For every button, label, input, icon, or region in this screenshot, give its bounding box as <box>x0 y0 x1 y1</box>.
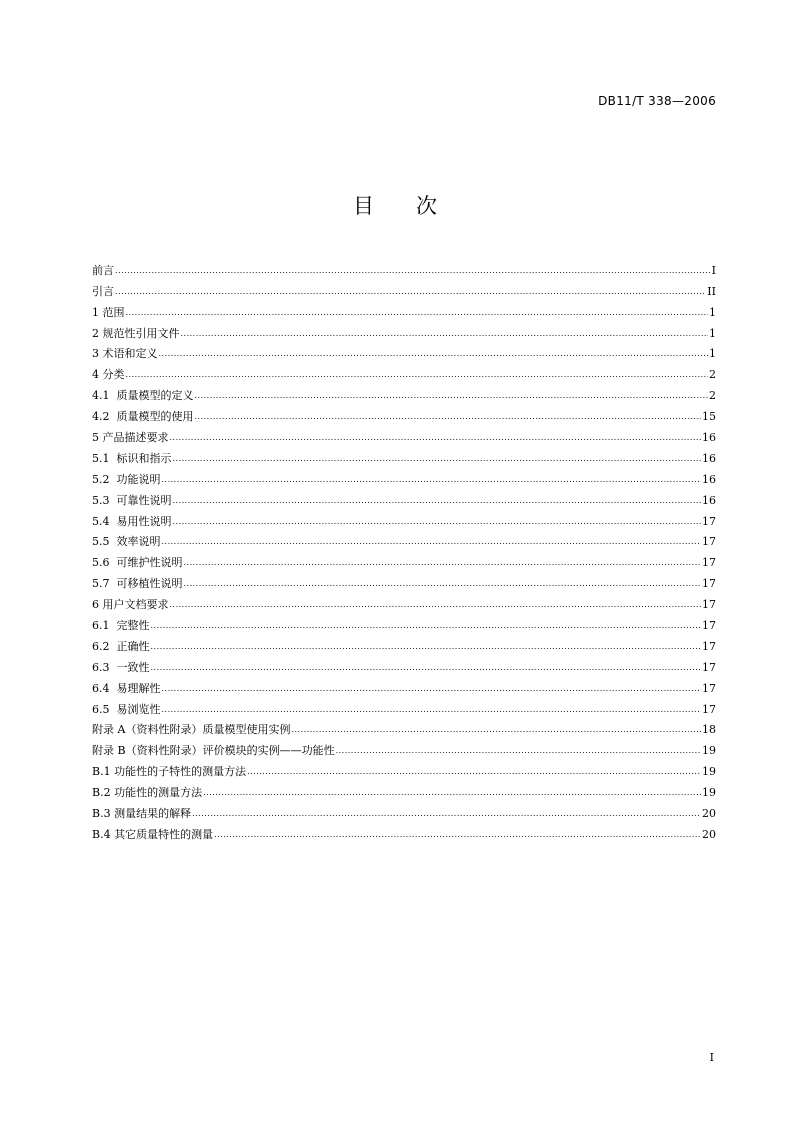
toc-entry-page: 15 <box>702 410 716 424</box>
toc-entry[interactable] <box>92 487 716 508</box>
toc-entry-page: 19 <box>702 744 716 758</box>
toc-leader-dots <box>115 264 711 278</box>
toc-entry-page: 17 <box>702 681 716 695</box>
toc-entry[interactable] <box>92 717 716 738</box>
toc-entry-label: 附录 B（资料性附录）评价模块的实例——功能性 <box>92 744 335 758</box>
toc-entry-label: 4 分类 <box>92 368 125 382</box>
toc-entry-label: 4.2 质量模型的使用 <box>92 410 194 424</box>
toc-entry-label: B.4 其它质量特性的测量 <box>92 827 214 841</box>
toc-entry-page: 17 <box>702 619 716 633</box>
toc-entry-label: 5.1 标识和指示 <box>92 451 172 465</box>
toc-leader-dots <box>195 410 702 424</box>
toc-leader-dots <box>214 828 701 842</box>
toc-entry-label: 6.3 一致性 <box>92 660 150 674</box>
toc-entry[interactable] <box>92 299 716 320</box>
toc-entry[interactable] <box>92 675 716 696</box>
toc-entry-label: 5.6 可维护性说明 <box>92 556 183 570</box>
toc-leader-dots <box>336 744 701 758</box>
toc-entry-label: 5.2 功能说明 <box>92 472 161 486</box>
toc-entry-page: 17 <box>702 514 716 528</box>
toc-leader-dots <box>159 347 709 361</box>
toc-entry[interactable] <box>92 382 716 403</box>
toc-entry[interactable] <box>92 466 716 487</box>
toc-leader-dots <box>170 598 702 612</box>
toc-entry-page: 19 <box>702 786 716 800</box>
toc-entry[interactable] <box>92 403 716 424</box>
toc-entry[interactable] <box>92 612 716 633</box>
toc-leader-dots <box>162 473 702 487</box>
toc-leader-dots <box>184 556 702 570</box>
toc-leader-dots <box>162 703 702 717</box>
toc-entry-label: 5.3 可靠性说明 <box>92 493 172 507</box>
toc-leader-dots <box>181 327 709 341</box>
toc-entry[interactable] <box>92 320 716 341</box>
toc-entry-label: 2 规范性引用文件 <box>92 326 180 340</box>
toc-entry[interactable] <box>92 570 716 591</box>
toc-entry-page: 17 <box>702 577 716 591</box>
toc-entry-label: 前言 <box>92 263 114 277</box>
toc-leader-dots <box>247 765 701 779</box>
toc-leader-dots <box>151 619 702 633</box>
toc-entry-label: 4.1 质量模型的定义 <box>92 389 194 403</box>
toc-entry[interactable] <box>92 800 716 821</box>
toc-entry[interactable] <box>92 445 716 466</box>
toc-leader-dots <box>170 431 702 445</box>
toc-entry[interactable] <box>92 591 716 612</box>
toc-entry-page: 19 <box>702 765 716 779</box>
toc-leader-dots <box>151 661 702 675</box>
toc-leader-dots <box>195 389 709 403</box>
toc-entry[interactable] <box>92 549 716 570</box>
toc-leader-dots <box>162 682 702 696</box>
toc-entry-page: 17 <box>702 639 716 653</box>
toc-entry-page: 17 <box>702 556 716 570</box>
toc-entry-page: 16 <box>702 451 716 465</box>
toc-entry[interactable] <box>92 696 716 717</box>
toc-entry-page: 16 <box>702 431 716 445</box>
toc-entry-page: 16 <box>702 472 716 486</box>
page-number: I <box>709 1051 714 1064</box>
toc-entry-label: 5.5 效率说明 <box>92 535 161 549</box>
toc-entry-label: 5 产品描述要求 <box>92 431 169 445</box>
toc-entry[interactable] <box>92 424 716 445</box>
toc-entry[interactable] <box>92 758 716 779</box>
toc-entry-label: 5.4 易用性说明 <box>92 514 172 528</box>
toc-entry[interactable] <box>92 633 716 654</box>
toc-entry-label: 引言 <box>92 284 114 298</box>
toc-leader-dots <box>173 494 702 508</box>
toc-entry[interactable] <box>92 529 716 550</box>
toc-entry-page: 18 <box>702 723 716 737</box>
toc-entry-page: 1 <box>709 347 716 361</box>
toc-entry-page: 1 <box>709 326 716 340</box>
toc-entry-page: 16 <box>702 493 716 507</box>
toc-entry[interactable] <box>92 821 716 842</box>
toc-leader-dots <box>192 807 701 821</box>
toc-entry-label: 6.5 易浏览性 <box>92 702 161 716</box>
toc-entry-label: 6.4 易理解性 <box>92 681 161 695</box>
toc-entry-page: 2 <box>709 368 716 382</box>
toc-leader-dots <box>203 786 701 800</box>
toc-entry-page: 17 <box>702 535 716 549</box>
toc-title-char-1: 目 <box>353 194 376 218</box>
document-code: DB11/T 338—2006 <box>598 94 716 108</box>
toc-leader-dots <box>126 368 709 382</box>
toc-entry[interactable] <box>92 257 716 278</box>
toc-entry-page: II <box>707 284 716 298</box>
toc-entry[interactable] <box>92 341 716 362</box>
toc-entry-label: B.3 测量结果的解释 <box>92 807 192 821</box>
toc-leader-dots <box>291 723 701 737</box>
toc-entry[interactable] <box>92 278 716 299</box>
toc-entry[interactable] <box>92 779 716 800</box>
toc-title-char-2: 次 <box>416 194 439 218</box>
toc-entry-page: 20 <box>702 807 716 821</box>
toc-entry[interactable] <box>92 361 716 382</box>
toc-entry-label: B.1 功能性的子特性的测量方法 <box>92 765 247 779</box>
toc-leader-dots <box>151 640 702 654</box>
toc-entry-page: 2 <box>709 389 716 403</box>
toc-entry[interactable] <box>92 737 716 758</box>
toc-entry-page: 17 <box>702 598 716 612</box>
toc-entry-label: 1 范围 <box>92 305 125 319</box>
toc-entry-page: 20 <box>702 827 716 841</box>
toc-entry-label: B.2 功能性的测量方法 <box>92 786 203 800</box>
toc-entry-page: 17 <box>702 660 716 674</box>
toc-leader-dots <box>162 535 702 549</box>
toc-entry-label: 6 用户文档要求 <box>92 598 169 612</box>
toc-entry-label: 3 术语和定义 <box>92 347 158 361</box>
toc-entry-page: I <box>711 263 716 277</box>
toc-leader-dots <box>184 577 702 591</box>
toc-entry-page: 1 <box>709 305 716 319</box>
toc-entry-label: 5.7 可移植性说明 <box>92 577 183 591</box>
toc-entry-label: 附录 A（资料性附录）质量模型使用实例 <box>92 723 291 737</box>
toc-entry-label: 6.1 完整性 <box>92 619 150 633</box>
toc-entry-page: 17 <box>702 702 716 716</box>
toc-leader-dots <box>173 515 702 529</box>
toc-entry[interactable] <box>92 508 716 529</box>
toc-leader-dots <box>173 452 702 466</box>
toc-title <box>0 190 792 220</box>
toc-entry-label: 6.2 正确性 <box>92 639 150 653</box>
toc-entry[interactable] <box>92 654 716 675</box>
toc-leader-dots <box>115 285 706 299</box>
table-of-contents <box>92 257 716 842</box>
toc-leader-dots <box>126 306 709 320</box>
